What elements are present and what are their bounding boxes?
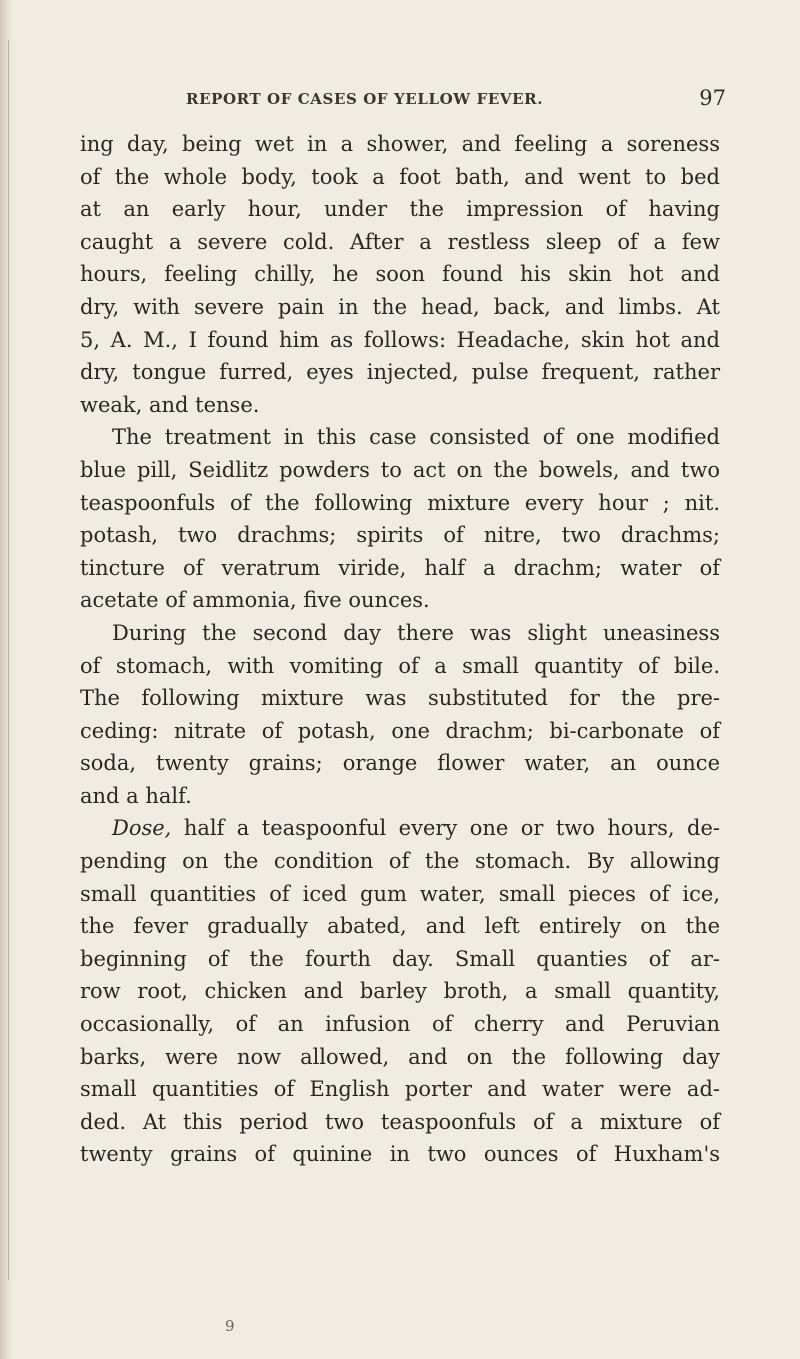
dose-rest: half a teaspoonful every one or two hours, de- (171, 816, 720, 841)
paragraph-first-line (80, 812, 720, 845)
text-line: dry, with severe pain in the head, back, and limbs. At (80, 294, 720, 319)
dose-label: Dose, (112, 816, 172, 841)
text-line: occasionally, of an infusion of cherry and Peruvian (80, 1012, 720, 1037)
text-line: row root, chicken and barley broth, a small quantity, (80, 979, 720, 1004)
page-number: 97 (699, 86, 726, 110)
text-line: pending on the condition of the stomach. By allowing (80, 849, 720, 874)
text-line: weak, and tense. (80, 392, 260, 417)
text-line: the fever gradually abated, and left entirely on the (80, 914, 720, 939)
page-header (186, 86, 726, 116)
text-line: ing day, being wet in a shower, and feeling a soreness (80, 132, 720, 156)
text-line: twenty grains of quinine in two ounces of Huxham's (80, 1142, 720, 1167)
book-gutter-shadow (0, 0, 14, 1359)
text-line: small quantities of iced gum water, small pieces of ice, (80, 881, 720, 906)
text-line: acetate of ammonia, five ounces. (80, 588, 430, 613)
text-line: blue pill, Seidlitz powders to act on the bowels, and two (80, 457, 720, 482)
text-line: at an early hour, under the impression of having (80, 197, 720, 222)
gutter-edge-line (8, 40, 9, 1280)
text-line: teaspoonfuls of the following mixture every hour ; nit. (80, 490, 720, 515)
text-line: of the whole body, took a foot bath, and went to bed (80, 164, 720, 189)
text-line: small quantities of English porter and water were ad- (80, 1077, 720, 1102)
paragraph-first-line: The treatment in this case consisted of one modified (112, 425, 720, 450)
text-line: hours, feeling chilly, he soon found his skin hot and (80, 262, 720, 287)
running-title: REPORT OF CASES OF YELLOW FEVER. (186, 90, 544, 108)
text-line: and a half. (80, 783, 192, 808)
text-line: beginning of the fourth day. Small quanties of ar- (80, 946, 720, 971)
text-line: of stomach, with vomiting of a small quantity of bile. (80, 653, 720, 678)
text-line: tincture of veratrum viride, half a drachm; water of (80, 555, 720, 580)
paragraph-first-line: During the second day there was slight uneasiness (112, 620, 720, 645)
text-line: potash, two drachms; spirits of nitre, two drachms; (80, 523, 720, 548)
signature-mark: 9 (225, 1317, 235, 1335)
text-line: ded. At this period two teaspoonfuls of a mixture of (80, 1109, 720, 1134)
text-line: dry, tongue furred, eyes injected, pulse frequent, rather (80, 360, 720, 385)
text-line: 5, A. M., I found him as follows: Headache, skin hot and (80, 327, 720, 352)
text-line: The following mixture was substituted for the pre- (80, 686, 720, 711)
text-line: soda, twenty grains; orange flower water, an ounce (80, 751, 720, 776)
text-line: caught a severe cold. After a restless sleep of a few (80, 229, 720, 254)
text-line: barks, were now allowed, and on the following day (80, 1044, 720, 1069)
body-text (80, 128, 720, 1171)
text-line: ceding: nitrate of potash, one drachm; bi-carbonate of (80, 718, 720, 743)
